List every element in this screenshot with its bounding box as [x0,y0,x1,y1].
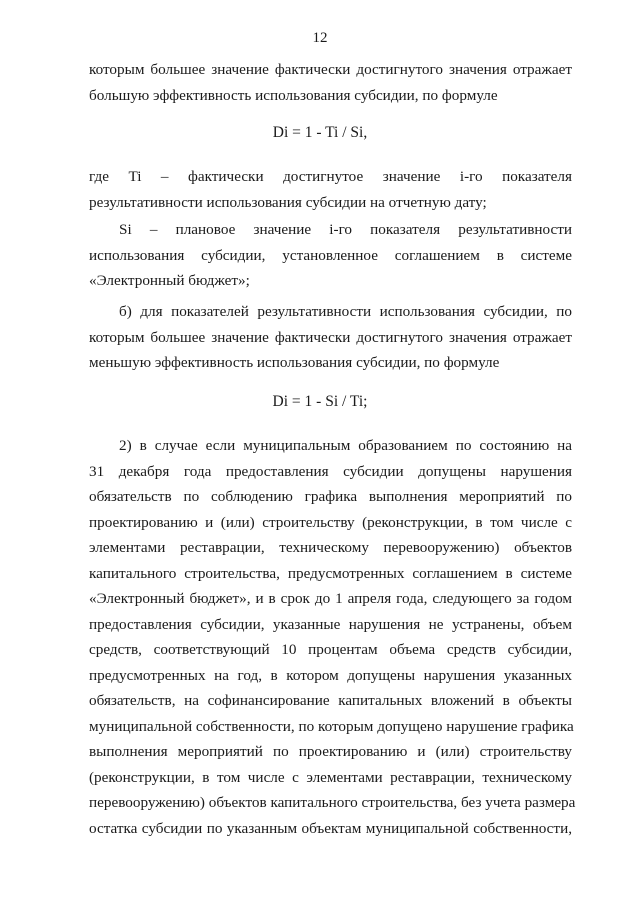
text-line: средств, соответствующий 10 процентам объема средств субсидии, [89,641,572,658]
text-line: остатка субсидии по указанным объектам муниципальной собственности, [89,819,572,837]
formula-di-1: Di = 1 - Ti / Si, [272,124,368,141]
text-line: капитального строительства, предусмотренных соглашением в системе [89,564,572,582]
text-line: «Электронный бюджет», и в срок до 1 апреля года, следующего за годом [89,590,572,607]
text-line: большую эффективность использования субсидии, по формуле [89,86,498,104]
text-line: Si – плановое значение i-го показателя результативности [119,221,572,238]
text-line: обязательств по соблюдению графика выполнения мероприятий по [89,488,572,505]
text-line: (реконструкции, в том числе с элементами реставрации, техническому [89,768,572,786]
text-line: «Электронный бюджет»; [89,272,250,289]
paragraph-where-ti [89,164,572,215]
text-line: где Ti – фактически достигнутое значение i-го показателя [89,168,572,185]
text-line: использования субсидии, установленное соглашением в системе [89,246,572,264]
text-line: б) для показателей результативности использования субсидии, по [119,303,572,320]
paragraph-2 [89,433,576,841]
paragraph-si [89,217,572,294]
text-line: 31 декабря года предоставления субсидии допущены нарушения [89,462,572,480]
page-number: 12 [312,30,328,46]
text-line: проектированию и (или) строительству (реконструкции, в том числе с [89,513,572,531]
text-line: перевооружению) объектов капитального строительства, без учета размера [89,794,576,811]
paragraph-1 [89,57,572,108]
text-line: предоставления субсидии, указанные нарушения не устранены, объем [89,615,572,633]
paragraph-b [89,299,572,376]
text-line: меньшую эффективность использования субсидии, по формуле [89,354,500,371]
text-line: обязательств, на софинансирование капитальных вложений в объекты [89,692,572,709]
text-line: результативности использования субсидии на отчетную дату; [89,193,487,211]
text-line: которым большее значение фактически достигнутого значения отражает [89,328,572,346]
text-line: предусмотренных на год, в котором допущены нарушения указанных [89,666,572,684]
text-line: муниципальной собственности, по которым допущено нарушение графика [89,717,574,735]
formula-di-2: Di = 1 - Si / Ti; [272,393,368,410]
text-line: выполнения мероприятий по проектированию и (или) строительству [89,743,572,760]
text-line: 2) в случае если муниципальным образованием по состоянию на [119,437,572,454]
text-line: элементами реставрации, техническому перевооружению) объектов [89,539,572,556]
text-line: которым большее значение фактически достигнутого значения отражает [89,61,572,78]
